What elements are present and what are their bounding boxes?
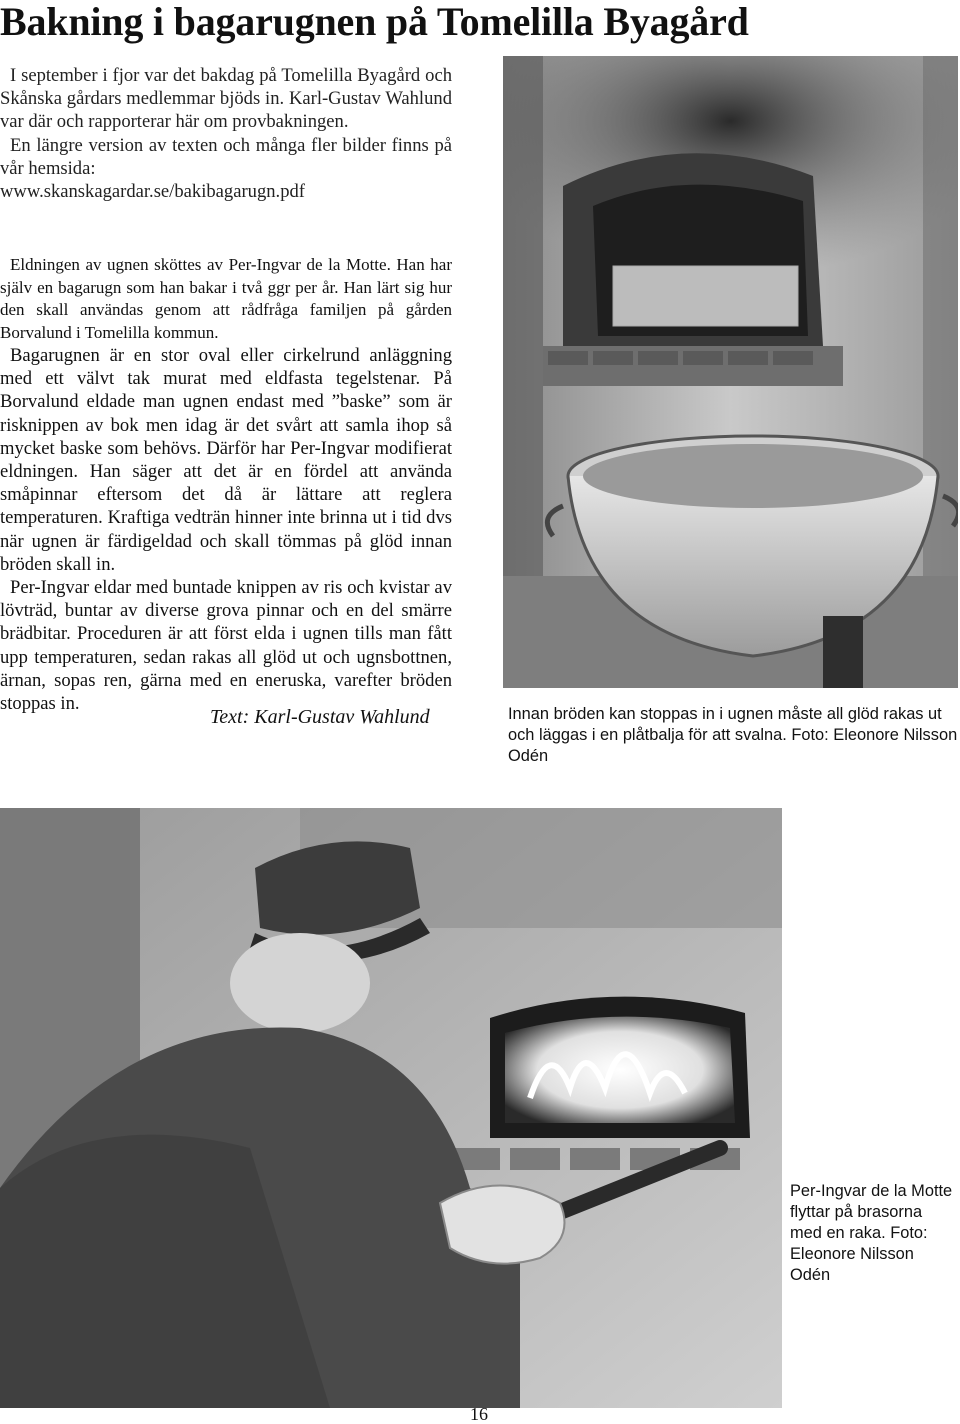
article-body [0, 254, 452, 715]
page-number: 16 [470, 1404, 488, 1424]
body-paragraph-lead: Eldningen av ugnen sköttes av Per-Ingvar de la Motte. Han har själv en bagarugn som han bakar i två ggr per år. Han lärt sig hur den skall användas genom att rådfråga familjen på gården Borvalund i Tomelilla kommun. [0, 255, 452, 342]
byline: Text: Karl-Gustav Wahlund [210, 706, 430, 728]
photo-caption-raking: Per-Ingvar de la Motte flyttar på brasorna med en raka. Foto: Eleonore Nilsson Odén [790, 1182, 953, 1284]
website-link[interactable]: www.skanskagardar.se/bakibagarugn.pdf [0, 181, 305, 203]
body-paragraph: Bagarugnen är en stor oval eller cirkelrund anläggning med ett välvt tak murat med eldfasta tegelstenar. På Borvalund eldade man ugnen endast med ”baske” som är risknippen av bok men idag är det svårt att samla ihop så mycket baske som behövs. Därför har Per-Ingvar modifierat eldningen. Han säger att det är en fördel att använda småpinnar eftersom det då är lättare att reglera temperaturen. Kraftiga vedträn hinner inte brinna ut i tid dvs när ugnen är färdigeldad och skall tömmas på glöd innan bröden skall in. [0, 345, 452, 575]
man-raking-fire-photo [0, 808, 782, 1408]
article-title: Bakning i bagarugnen på Tomelilla Byagård [0, 0, 749, 44]
photo-caption-tub: Innan bröden kan stoppas in i ugnen måste all glöd rakas ut och läggas i en plåtbalja för att svalna. Foto: Eleonore Nilsson Odén [508, 705, 958, 765]
intro-block [0, 64, 452, 203]
oven-tub-photo [503, 56, 958, 688]
body-paragraph: Per-Ingvar eldar med buntade knippen av ris och kvistar av lövträd, buntar av diverse grova pinnar och en del smärre brädbitar. Proceduren är att först elda i ugnen tills man fått upp temperaturen, sedan rakas all glöd ut och ugnsbottnen, ärnan, sopas ren, gärna med en eneruska, varefter bröden stoppas in. [0, 577, 452, 715]
intro-paragraph-website: En längre version av texten och många fler bilder finns på vår hemsida: [0, 134, 452, 179]
intro-paragraph: I september i fjor var det bakdag på Tomelilla Byagård och Skånska gårdars medlemmar bjöds in. Karl-Gustav Wahlund var där och rapporterar här om provbakningen. [0, 65, 452, 133]
